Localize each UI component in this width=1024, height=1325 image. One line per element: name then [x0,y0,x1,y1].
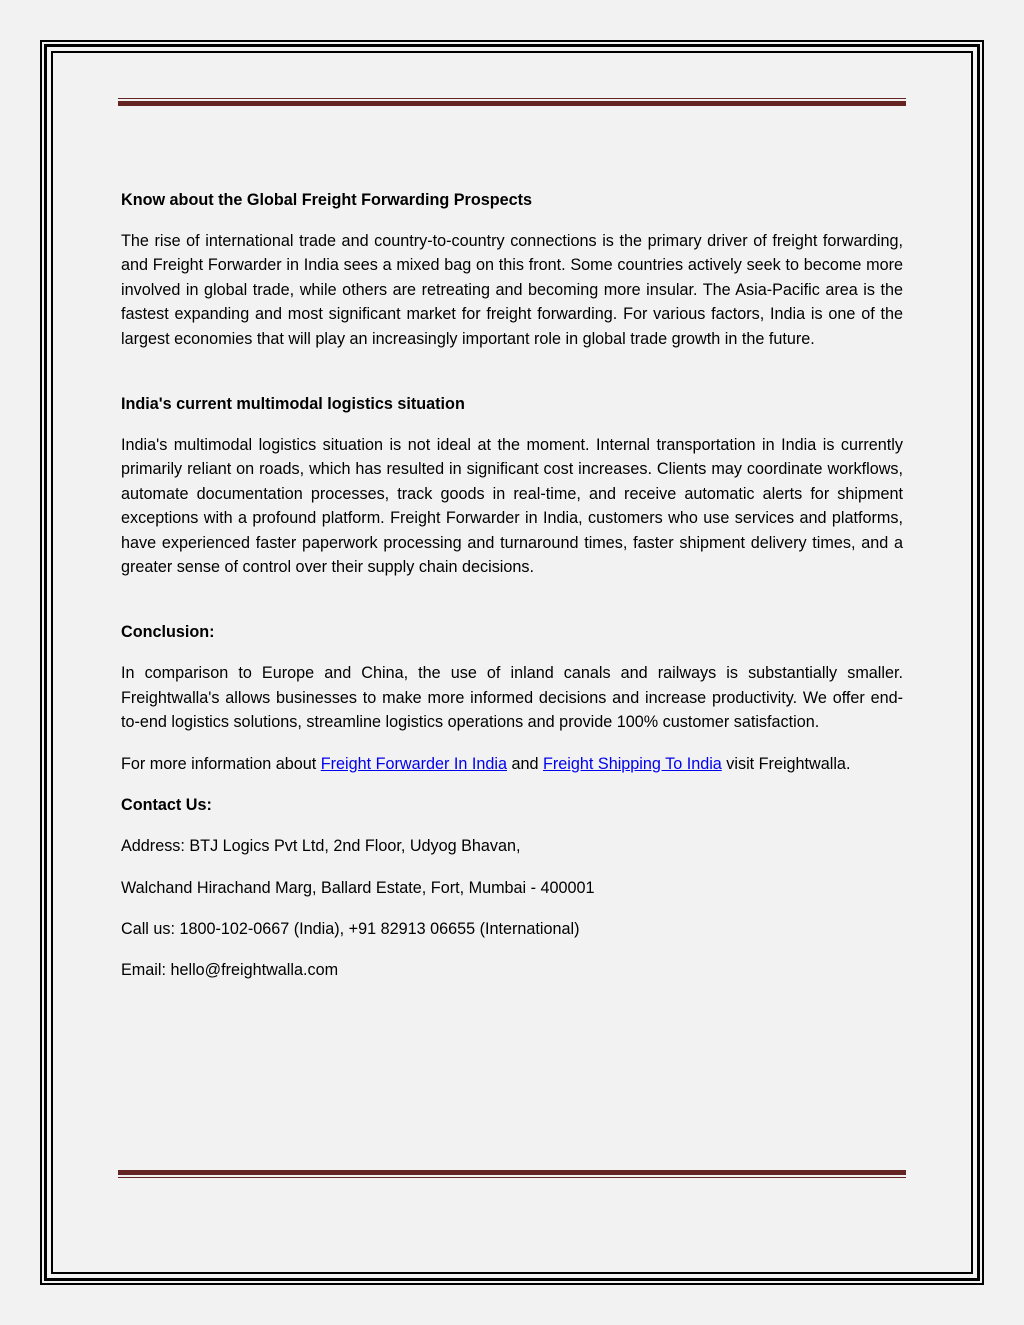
header-rule-thin-line [118,98,906,99]
freight-shipping-link[interactable]: Freight Shipping To India [543,754,722,773]
section-heading-multimodal: India's current multimodal logistics situation [121,395,465,414]
footer-rule-thin-line [118,1177,906,1178]
contact-email: Email: hello@freightwalla.com [121,961,339,980]
more-info-prefix: For more information about [121,754,321,773]
footer-rule-thick-line [118,1170,906,1175]
contact-address-line2: Walchand Hirachand Marg, Ballard Estate, Fort, Mumbai - 400001 [121,878,595,897]
section-body-multimodal: India's multimodal logistics situation is not ideal at the moment. Internal transportation in India is currently primarily reliant on roads, which has resulted in significant cost increases. Clients may coordinate workflows, automate documentation processes, track goods in real-time, and receive automatic alerts for shipment exceptions with a profound platform. Freight Forwarder in India, customers who use services and platforms, have experienced faster paperwork processing and turnaround times, faster shipment delivery times, and a greater sense of control over their supply chain decisions. [121,436,903,577]
contact-phone: Call us: 1800-102-0667 (India), +91 82913 06655 (International) [121,919,580,938]
section-body-conclusion: In comparison to Europe and China, the use of inland canals and railways is substantially smaller. Freightwalla's allows businesses to make more informed decisions and increase productivity. We offer end-to-end logistics solutions, streamline logistics operations and provide 100% customer satisfaction. [121,664,903,732]
header-rule-thick-line [118,101,906,106]
more-info-paragraph [121,752,903,776]
freight-forwarder-link[interactable]: Freight Forwarder In India [320,754,507,773]
document-body [121,188,903,983]
section-body-prospects: The rise of international trade and country-to-country connections is the primary driver of freight forwarding, and Freight Forwarder in India sees a mixed bag on this front. Some countries actively seek to become more involved in global trade, while others are retreating and becoming more insular. The Asia-Pacific area is the fastest expanding and most significant market for freight forwarding. For various factors, India is one of the largest economies that will play an increasingly important role in global trade growth in the future. [121,232,903,348]
header-rule [118,98,906,106]
section-heading-conclusion: Conclusion: [121,623,215,642]
contact-heading: Contact Us: [121,796,212,815]
more-info-middle: and [507,754,544,773]
section-heading-prospects: Know about the Global Freight Forwarding Prospects [121,191,533,209]
footer-rule [118,1170,906,1178]
more-info-suffix: visit Freightwalla. [721,754,851,773]
contact-address-line1: Address: BTJ Logics Pvt Ltd, 2nd Floor, Udyog Bhavan, [121,837,521,856]
